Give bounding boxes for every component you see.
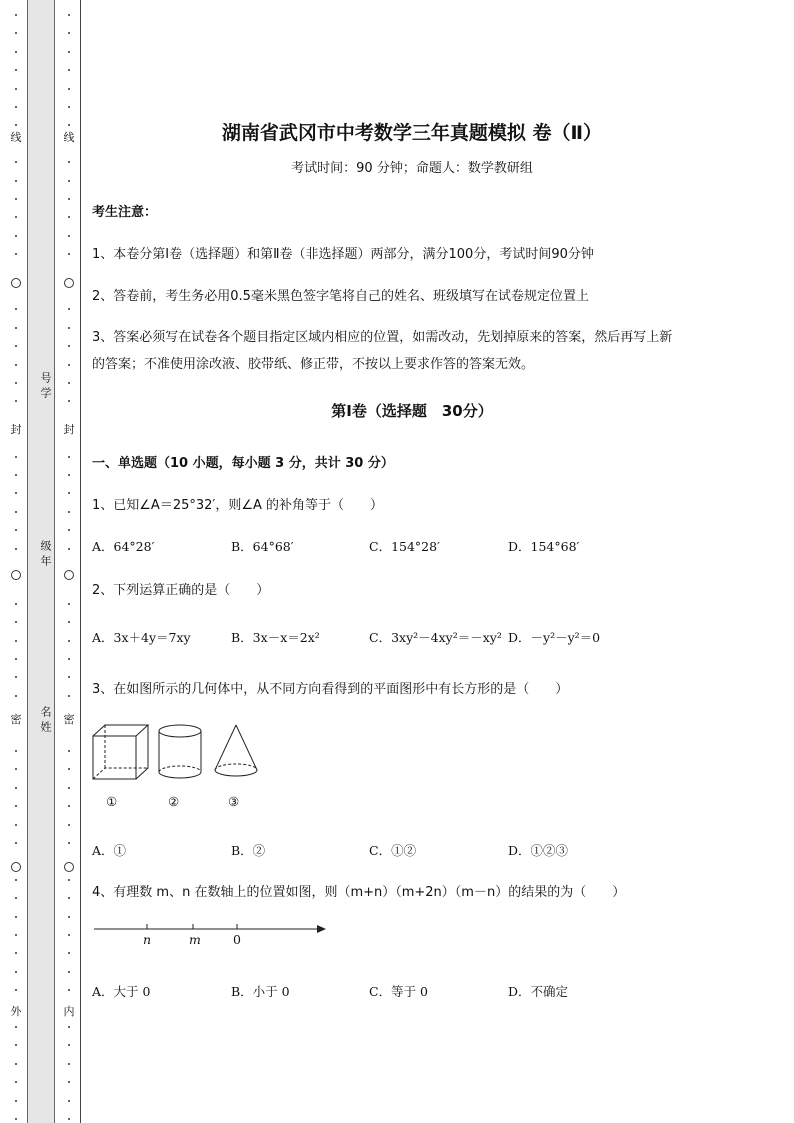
- binding-dot: [15, 934, 17, 936]
- binding-dot: [15, 456, 17, 458]
- binding-mark: 封: [63, 423, 75, 436]
- cone-shape: [215, 725, 257, 776]
- note-item: 3、答案必须写在试卷各个题目指定区域内相应的位置，如需改动，先划掉原来的答案，然后再写上新: [92, 330, 673, 345]
- cube-shape: [93, 725, 148, 779]
- binding-dot: [15, 69, 17, 71]
- binding-dot: [68, 124, 70, 126]
- student-info-strip: [27, 0, 55, 1123]
- binding-dot: [15, 198, 17, 200]
- outer-dot-column: [9, 0, 23, 1123]
- binding-dot: [15, 1118, 17, 1120]
- binding-dot: [15, 253, 17, 255]
- option-d: D．154°68′: [508, 539, 580, 554]
- binding-dot: [15, 1100, 17, 1102]
- geometry-figure: [92, 722, 272, 784]
- binding-dot: [15, 216, 17, 218]
- binding-mark: 封: [10, 423, 22, 436]
- binding-dot: [15, 842, 17, 844]
- exam-subtitle: 考试时间：90 分钟；命题人：数学教研组: [291, 161, 533, 176]
- binding-mark: 密: [63, 713, 75, 726]
- binding-dot: [15, 768, 17, 770]
- binding-dot: [68, 805, 70, 807]
- binding-dot: [15, 1063, 17, 1065]
- binding-dot: [68, 474, 70, 476]
- binding-dot: [68, 952, 70, 954]
- label-student-number: 号学: [39, 372, 52, 402]
- binding-dot: [15, 474, 17, 476]
- cylinder-shape: [159, 725, 201, 778]
- binding-dot: [15, 161, 17, 163]
- binding-dot: [68, 253, 70, 255]
- binding-dot: [15, 603, 17, 605]
- binding-dot: [68, 897, 70, 899]
- binding-dot: [15, 805, 17, 807]
- binding-dot: [15, 787, 17, 789]
- binding-mark: 线: [10, 131, 22, 144]
- binding-mark: 外: [10, 1005, 22, 1018]
- binding-dot: [68, 842, 70, 844]
- binding-dot: [15, 32, 17, 34]
- binding-dot: [68, 971, 70, 973]
- binding-margin: [0, 0, 90, 1123]
- inner-dot-column: [62, 0, 76, 1123]
- binding-dot: [15, 1044, 17, 1046]
- binding-circle-icon: [64, 570, 74, 580]
- binding-dot: [15, 345, 17, 347]
- binding-dot: [68, 400, 70, 402]
- option-c: C．等于 0: [369, 984, 428, 999]
- option-b: B．3x－x＝2x²: [231, 630, 320, 645]
- numberline-label-m: m: [189, 932, 201, 947]
- binding-circle-icon: [11, 570, 21, 580]
- binding-dot: [68, 382, 70, 384]
- option-b: B．小于 0: [231, 984, 290, 999]
- question-stem-1: 1、已知∠A＝25°32′，则∠A 的补角等于（ ）: [92, 498, 384, 513]
- binding-dot: [68, 51, 70, 53]
- binding-dot: [15, 511, 17, 513]
- binding-dot: [68, 88, 70, 90]
- binding-dot: [68, 198, 70, 200]
- binding-dot: [15, 952, 17, 954]
- section-title: 第Ⅰ卷（选择题 30分）: [331, 402, 493, 420]
- binding-dot: [15, 308, 17, 310]
- binding-dot: [68, 787, 70, 789]
- binding-dot: [68, 676, 70, 678]
- binding-dot: [15, 235, 17, 237]
- binding-dot: [15, 529, 17, 531]
- binding-circle-icon: [11, 278, 21, 288]
- binding-dot: [15, 640, 17, 642]
- binding-dot: [68, 1100, 70, 1102]
- binding-circle-icon: [64, 278, 74, 288]
- binding-dot: [15, 364, 17, 366]
- option-d: D．不确定: [508, 984, 569, 999]
- binding-circle-icon: [64, 862, 74, 872]
- binding-dot: [68, 456, 70, 458]
- binding-dot: [15, 548, 17, 550]
- question-stem-2: 2、下列运算正确的是（ ）: [92, 583, 270, 598]
- binding-dot: [15, 124, 17, 126]
- binding-line: [80, 0, 81, 1123]
- binding-dot: [15, 916, 17, 918]
- binding-dot: [68, 216, 70, 218]
- binding-dot: [68, 1026, 70, 1028]
- option-c: C．3xy²－4xy²＝－xy²: [369, 630, 502, 645]
- binding-dot: [68, 1081, 70, 1083]
- binding-dot: [68, 824, 70, 826]
- binding-dot: [68, 916, 70, 918]
- binding-dot: [15, 1081, 17, 1083]
- binding-dot: [68, 1044, 70, 1046]
- binding-dot: [68, 768, 70, 770]
- binding-dot: [15, 824, 17, 826]
- binding-dot: [68, 364, 70, 366]
- binding-dot: [15, 989, 17, 991]
- binding-dot: [68, 161, 70, 163]
- binding-circle-icon: [11, 862, 21, 872]
- binding-dot: [15, 382, 17, 384]
- binding-dot: [68, 1063, 70, 1065]
- label-name: 名姓: [39, 706, 52, 736]
- binding-dot: [68, 879, 70, 881]
- binding-dot: [68, 695, 70, 697]
- binding-dot: [15, 1026, 17, 1028]
- binding-dot: [68, 492, 70, 494]
- binding-dot: [68, 345, 70, 347]
- question-stem-3: 3、在如图所示的几何体中，从不同方向看得到的平面图形中有长方形的是（ ）: [92, 682, 569, 697]
- binding-dot: [68, 308, 70, 310]
- note-item: 2、答卷前，考生务必用0.5毫米黑色签字笔将自己的姓名、班级填写在试卷规定位置上: [92, 289, 589, 304]
- figure-label-1: ①: [106, 794, 118, 809]
- binding-dot: [15, 88, 17, 90]
- option-d: D．①②③: [508, 843, 569, 858]
- binding-dot: [15, 400, 17, 402]
- binding-dot: [15, 750, 17, 752]
- binding-dot: [15, 897, 17, 899]
- binding-dot: [68, 750, 70, 752]
- binding-dot: [15, 106, 17, 108]
- option-b: B．64°68′: [231, 539, 294, 554]
- exam-title: 湖南省武冈市中考数学三年真题模拟 卷（Ⅱ）: [221, 122, 603, 144]
- option-a: A．64°28′: [92, 539, 155, 554]
- binding-dot: [68, 1118, 70, 1120]
- binding-dot: [68, 511, 70, 513]
- binding-dot: [15, 695, 17, 697]
- binding-dot: [68, 603, 70, 605]
- option-c: C．154°28′: [369, 539, 440, 554]
- binding-mark: 内: [63, 1005, 75, 1018]
- binding-dot: [68, 989, 70, 991]
- numberline-label-n: n: [143, 932, 152, 947]
- binding-dot: [15, 621, 17, 623]
- binding-dot: [68, 548, 70, 550]
- binding-dot: [68, 106, 70, 108]
- note-item: 的答案；不准使用涂改液、胶带纸、修正带，不按以上要求作答的答案无效。: [92, 357, 535, 372]
- arrow-right-icon: [317, 925, 326, 933]
- figure-label-2: ②: [168, 794, 180, 809]
- binding-dot: [68, 69, 70, 71]
- binding-dot: [68, 934, 70, 936]
- notes-heading: 考生注意：: [92, 205, 158, 220]
- binding-mark: 线: [63, 131, 75, 144]
- option-a: A．3x＋4y＝7xy: [92, 630, 191, 645]
- binding-dot: [15, 180, 17, 182]
- binding-dot: [15, 676, 17, 678]
- numberline-label-zero: 0: [233, 932, 241, 947]
- option-d: D．－y²－y²＝0: [508, 630, 601, 645]
- binding-dot: [15, 492, 17, 494]
- binding-dot: [68, 529, 70, 531]
- note-item: 1、本卷分第Ⅰ卷（选择题）和第Ⅱ卷（非选择题）两部分，满分100分，考试时间90分钟: [92, 247, 594, 262]
- binding-dot: [68, 32, 70, 34]
- binding-dot: [68, 235, 70, 237]
- binding-dot: [68, 14, 70, 16]
- binding-dot: [15, 14, 17, 16]
- binding-dot: [15, 971, 17, 973]
- option-c: C．①②: [369, 843, 417, 858]
- binding-dot: [15, 51, 17, 53]
- figure-label-3: ③: [228, 794, 240, 809]
- binding-dot: [68, 180, 70, 182]
- label-grade: 级年: [39, 540, 52, 570]
- binding-dot: [68, 621, 70, 623]
- binding-dot: [68, 658, 70, 660]
- option-a: A．①: [92, 843, 127, 858]
- question-stem-4: 4、有理数 m、n 在数轴上的位置如图，则（m+n）（m+2n）（m－n）的结果的为（ ）: [92, 885, 626, 900]
- option-b: B．②: [231, 843, 266, 858]
- number-line: [92, 920, 332, 936]
- option-a: A．大于 0: [92, 984, 151, 999]
- binding-dot: [15, 658, 17, 660]
- binding-dot: [68, 327, 70, 329]
- binding-dot: [15, 327, 17, 329]
- part-heading: 一、单选题（10 小题，每小题 3 分，共计 30 分）: [92, 456, 394, 471]
- binding-dot: [15, 879, 17, 881]
- binding-dot: [68, 640, 70, 642]
- binding-mark: 密: [10, 713, 22, 726]
